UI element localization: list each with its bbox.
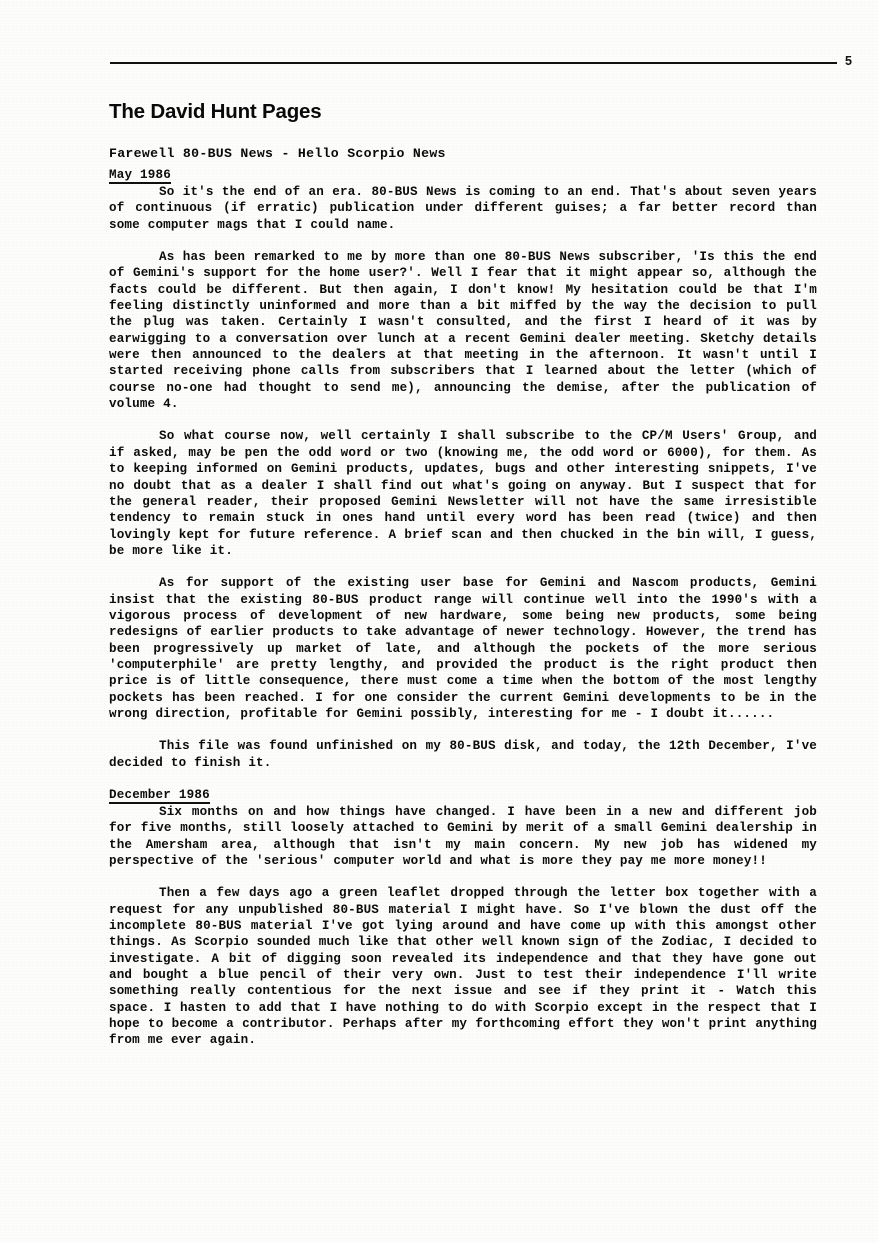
body-column [109, 168, 817, 1049]
paragraph: As for support of the existing user base for Gemini and Nascom products, Gemini insist that the existing 80-BUS product range will continue well into the 1990's with a vigorous process of development of new hardware, some being new products, some being redesigns of earlier products to take advantage of newer technology. However, the trend has been progressively up market of late, and although the pockets of the more serious 'computerphile' are pretty lengthy, and provided the product is the right product then price is of little consequence, there must come a time when the bottom of the most lengthy pockets has been reached. I for one consider the current Gemini developments to be in the wrong direction, profitable for Gemini possibly, interesting for me - I doubt it...... [109, 576, 817, 721]
paragraph: This file was found unfinished on my 80-BUS disk, and today, the 12th December, I've decided to finish it. [109, 739, 817, 770]
paragraph: So it's the end of an era. 80-BUS News is coming to an end. That's about seven years of continuous (if erratic) publication under different guises; a far better record than some computer mags that I could name. [109, 185, 817, 232]
date-heading-december [109, 788, 817, 803]
page-header [0, 54, 878, 78]
date-heading-may-text: May 1986 [109, 168, 172, 182]
page-number: 5 [845, 54, 852, 68]
section-spacer [109, 771, 817, 788]
paragraph: As has been remarked to me by more than one 80-BUS News subscriber, 'Is this the end of Gemini's support for the home user?'. Well I fear that it might appear so, although the facts could be different. But then again, I don't know! My hesitation could be that I'm feeling distinctly uninformed and more than a bit miffed by the way the decision to pull the plug was taken. Certainly I wasn't consulted, and the first I heard of it was by earwigging to a conversation over lunch at a recent Gemini dealer meeting. Sketchy details were then announced to the dealers at that meeting in the afternoon. It wasn't until I started receiving phone calls from subscribers that I learned about the letter (which of course no-one had thought to send me), announcing the demise, after the publication of volume 4. [109, 250, 817, 412]
paragraph: Six months on and how things have changed. I have been in a new and different job for five months, still loosely attached to Gemini by merit of a small Gemini dealership in the Amersham area, although that isn't my main concern. My new job has widened my perspective of the 'serious' computer world and what is more they pay me more money!! [109, 805, 817, 869]
article-title: Farewell 80-BUS News - Hello Scorpio News [109, 145, 446, 161]
header-rule [110, 62, 837, 64]
page-title: The David Hunt Pages [109, 99, 322, 123]
date-heading-december-text: December 1986 [109, 788, 210, 802]
paragraph: So what course now, well certainly I shall subscribe to the CP/M Users' Group, and if asked, may be pen the odd word or two (knowing me, the odd word or 6000), for them. As to keeping informed on Gemini products, updates, bugs and other interesting snippets, I've no doubt that as a dealer I shall find out what's going on anyway. But I suspect that for the general reader, their proposed Gemini Newsletter will not have the same irresistible tendency to remain stuck in ones hand until every word has been read (twice) and then lovingly kept for future reference. A brief scan and then chucked in the bin will, I guess, be more like it. [109, 429, 817, 558]
date-heading-may [109, 168, 817, 183]
paragraph: Then a few days ago a green leaflet dropped through the letter box together with a request for any unpublished 80-BUS material I might have. So I've blown the dust off the incomplete 80-BUS material I've got lying around and have come up with this amongst other things. As Scorpio sounded much like that other well known sign of the Zodiac, I decided to investigate. A bit of digging soon revealed its independence and that they have gone out and bought a blue pencil of their very own. Just to test their independence I'll write something really contentious for the next issue and see if they print it - Watch this space. I hasten to add that I have nothing to do with Scorpio except in the respect that I hope to become a contributor. Perhaps after my forthcoming effort they won't print anything from me ever again. [109, 886, 817, 1048]
